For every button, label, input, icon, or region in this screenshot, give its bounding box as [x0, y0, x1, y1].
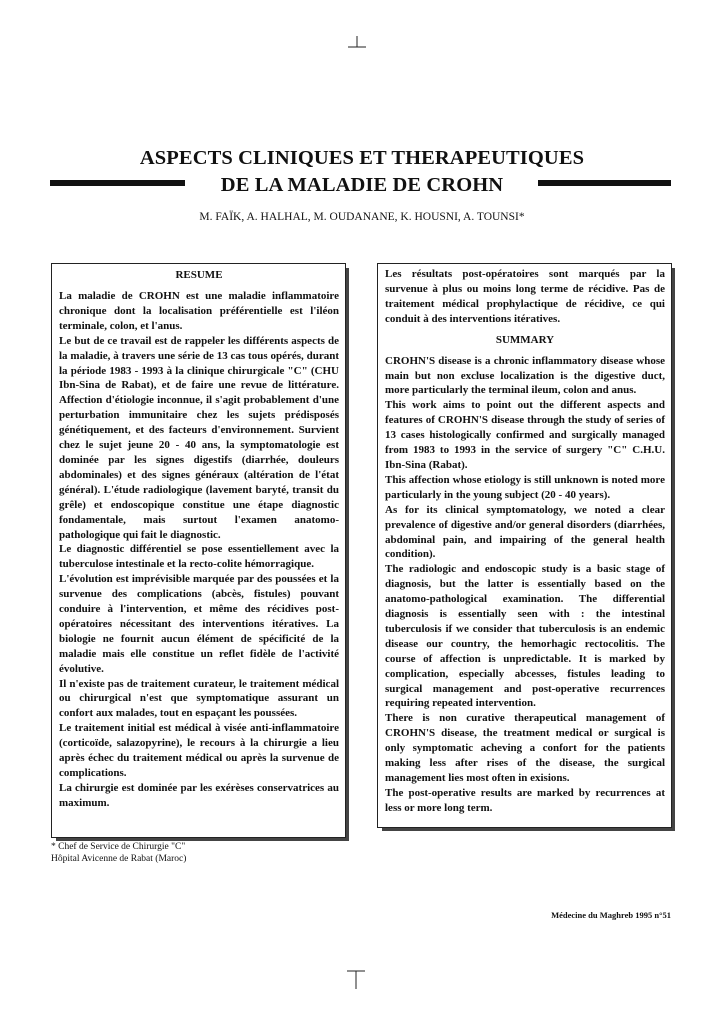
- resume-box: [51, 263, 346, 838]
- footnote-line-2: Hôpital Avicenne de Rabat (Maroc): [51, 854, 187, 864]
- resume-paragraph: Le traitement initial est médical à visée anti-inflammatoire (corticoïde, salazopyrine), le recours à la chirurgie a lieu après échec du traitement médical ou après la survenue de complications.: [59, 722, 339, 779]
- crop-mark-bottom-icon: [345, 970, 367, 990]
- authors-line: M. FAÏK, A. HALHAL, M. OUDANANE, K. HOUSNI, A. TOUNSI*: [199, 211, 525, 223]
- title-line-2: DE LA MALADIE DE CROHN: [220, 174, 504, 196]
- resume-paragraph: La maladie de CROHN est une maladie inflammatoire chronique dont la localisation préférentielle est l'iléon terminale, colon, et l'anus.: [59, 290, 339, 332]
- summary-heading: SUMMARY: [495, 333, 555, 346]
- summary-paragraph: There is non curative therapeutical management of CROHN'S disease, the treatment medical or surgical is only symptomatic acheving a confort for the patients making less after rises of the disease, the surgical management lies most often in exisions.: [385, 712, 665, 784]
- title-rule-left: [50, 180, 185, 186]
- article-title: [0, 145, 724, 199]
- journal-reference: Médecine du Maghreb 1995 n°51: [551, 910, 671, 920]
- resume-paragraph: Il n'existe pas de traitement curateur, le traitement médical ou chirurgical n'est que symptomatique assurant un confort aux malades, tout en espaçant les poussées.: [59, 677, 339, 720]
- summary-paragraph: CROHN'S disease is a chronic inflammatory disease whose main but non excluse localization is the digestive duct, more particularly the terminal ileum, colon and anus.: [385, 354, 665, 397]
- resume-paragraph: L'évolution est imprévisible marquée par des poussées et la survenue des complications (abcès, fistules) pouvant conduire à l'intervention, et même des récidives post-opératoires nécessitant des interventions itératives. La biologie ne fournit aucun élément de spécificité de la maladie mais elle constitue un reflet fidèle de l'activité évolutive.: [59, 573, 339, 675]
- resume-heading: RESUME: [175, 269, 223, 281]
- resume-paragraph: Le diagnostic différentiel se pose essentiellement avec la tuberculose intestinale et la recto-colite hémorragique.: [59, 543, 339, 571]
- affiliation-footnote: [51, 841, 186, 865]
- summary-paragraph: This affection whose etiology is still unknown is noted more particularly in the young subject (20 - 40 years).: [385, 473, 665, 501]
- summary-paragraph: As for its clinical symptomatology, we noted a clear prevalence of digestive and/or general disorders (diarrhées, abdominal pain, and impairing of the general health condition).: [385, 503, 665, 561]
- resume-paragraph: Le but de ce travail est de rappeler les différents aspects de la maladie, à travers une série de 13 cas tous opérés, durant la période 1983 - 1993 à la clinique chirurgicale "C" (CHU Ibn-Sina de Rabat), et de faire une revue de littérature. Affection d'étiologie inconnue, il s'agit probablement d'une perturbation immunitaire chez les sujets prédisposés génétiquement, et des facteurs d'environnement. Survient chez le sujet jeune 20 - 40 ans, la symptomatologie est dominée par les signes digestifs (diarrhée, douleurs abdominales) et des signes généraux (altération de l'état général). L'étude radiologique (lavement baryté, transit du grêle) et endoscopique constitue une étape diagnostic fondamentale, mais surtout l'examen anatomo-pathologique qui fait le diagnostic.: [59, 334, 339, 541]
- title-rule-right: [538, 180, 671, 186]
- footnote-line-1: * Chef de Service de Chirurgie "C": [51, 842, 186, 852]
- resume-paragraph: La chirurgie est dominée par les exérèses conservatrices au maximum.: [59, 781, 339, 809]
- summary-box: [377, 263, 672, 828]
- summary-paragraph: The radiologic and endoscopic study is a basic stage of diagnosis, but the latter is essentially based on the anatomo-pathological examination. The differential diagnosis is essentially seen with : the intestinal tuberculosis if we consider that tuberculosis is an endemic disease our country, the hemorhagic rectocolitis. The course of affection is unpredictable. It is marked by complication, especially abcesses, fistules leading to surgical management and post-operative recurrences requiring repeated intervention.: [385, 563, 665, 710]
- resume-continuation: Les résultats post-opératoires sont marqués par la survenue à plus ou moins long terme de récidive. Pas de traitement médical prophylactique de récidive, ce qui conduit à des interventions itératives.: [385, 268, 665, 325]
- crop-mark-top-icon: [348, 36, 366, 50]
- title-line-1: ASPECTS CLINIQUES ET THERAPEUTIQUES: [139, 147, 585, 169]
- summary-paragraph: The post-operative results are marked by recurrences at less or more long term.: [385, 786, 665, 814]
- summary-paragraph: This work aims to point out the different aspects and features of CROHN'S disease through the study of series of 13 cases histologically confirmed and surgically managed from 1983 to 1993 in the service of surgery "C" C.H.U. Ibn-Sina (Rabat).: [385, 399, 665, 471]
